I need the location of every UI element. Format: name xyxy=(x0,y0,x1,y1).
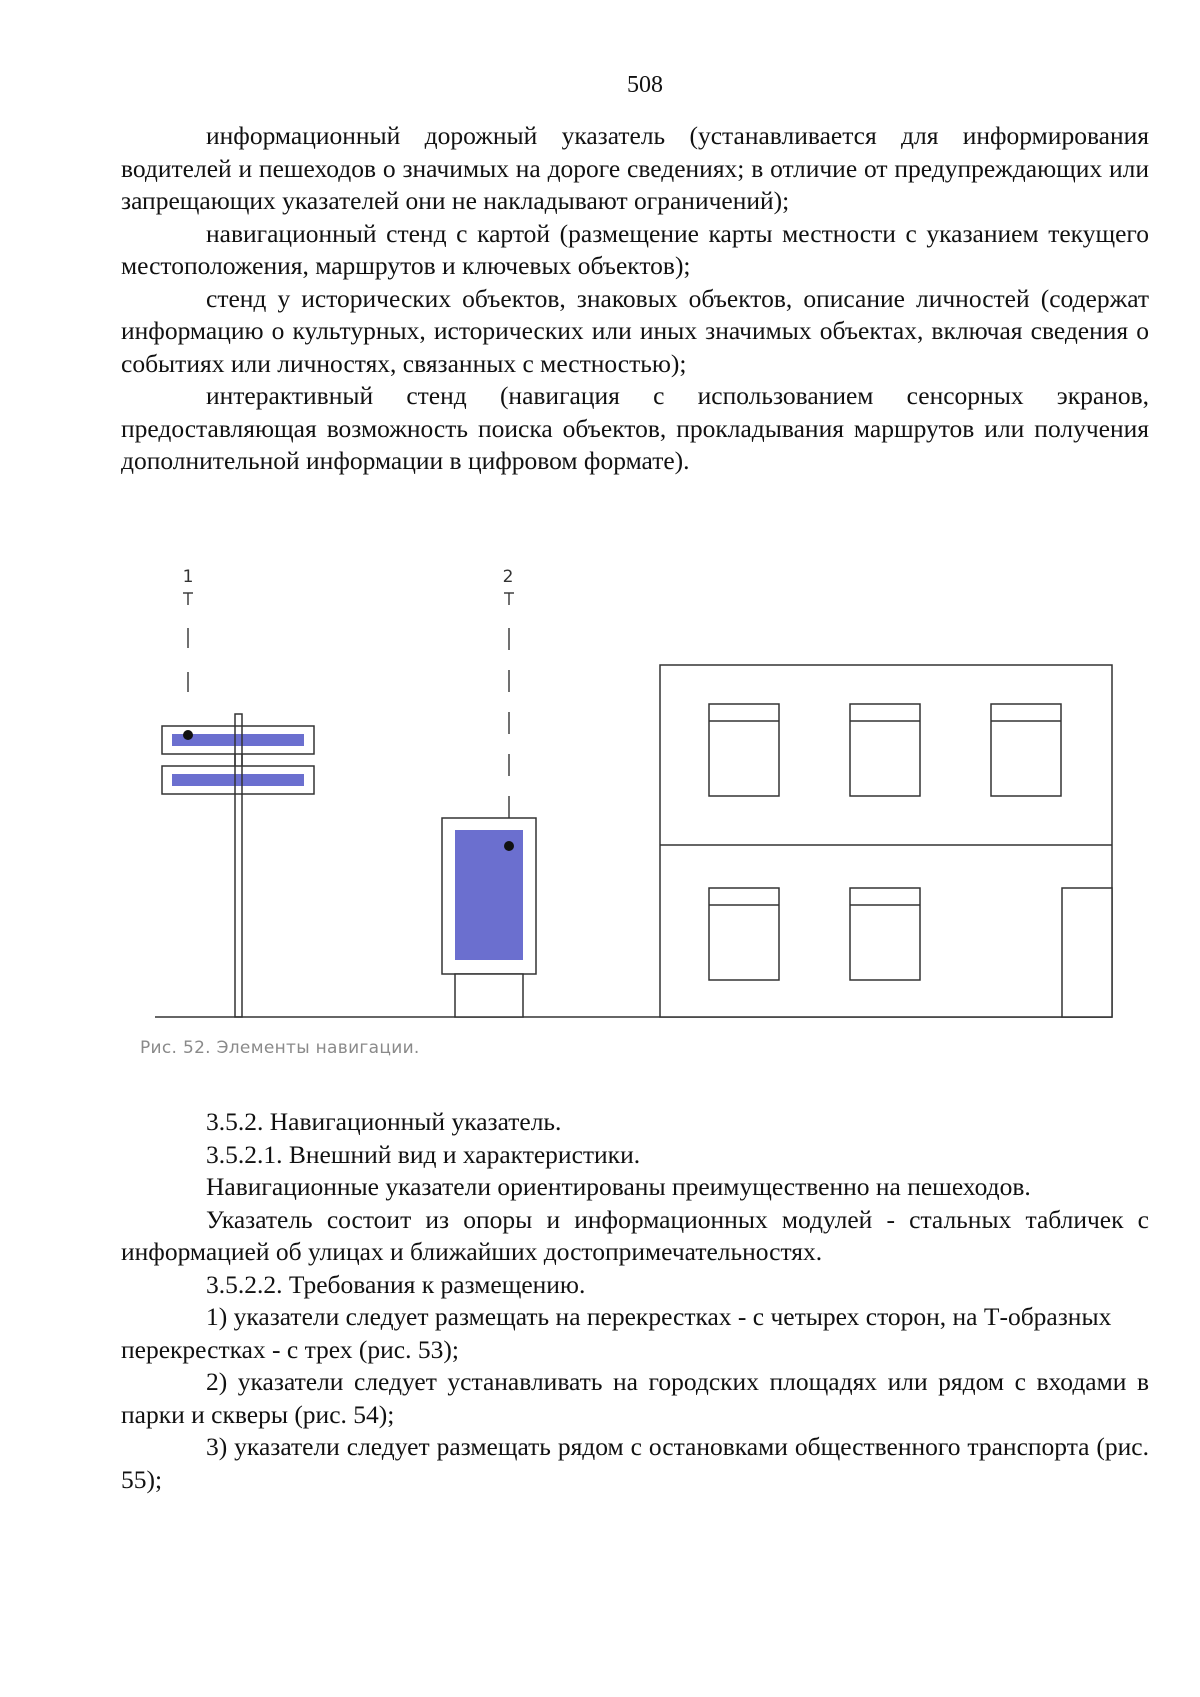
sign-plate-bottom-panel xyxy=(172,774,304,786)
paragraph-pedestrian-orientation: Навигационные указатели ориентированы преимущественно на пешеходов. xyxy=(206,1172,1031,1201)
leader-line-1 xyxy=(183,593,193,692)
paragraph-interactive-stand: интерактивный стенд (навигация с использованием сенсорных экранов, предоставляющая возможность поиска объектов, прокладывания маршрутов или получения дополнительной информации в цифровом формате). xyxy=(121,381,1149,475)
leader-line-2 xyxy=(504,593,514,845)
requirement-item-1: 1) указатели следует размещать на перекрестках - с четырех сторон, на Т-образных перекрестках - с трех (рис. 53); xyxy=(121,1302,1112,1364)
navigation-drawing xyxy=(120,560,1130,1030)
paragraph-info-sign: информационный дорожный указатель (устанавливается для информирования водителей и пешеходов о значимых на дороге сведениях; в отличие от предупреждающих или запрещающих указателей они не накладывают ограничений); xyxy=(121,121,1149,215)
paragraph-historic-stand: стенд у исторических объектов, знаковых объектов, описание личностей (содержат информацию о культурных, исторических или иных значимых объектах, включая сведения о событиях или личностях, связанных с местностью); xyxy=(121,283,1149,378)
heading-3-5-2: 3.5.2. Навигационный указатель. xyxy=(206,1107,562,1136)
navigation-map-stand xyxy=(442,818,536,1017)
heading-3-5-2-2: 3.5.2.2. Требования к размещению. xyxy=(206,1269,586,1299)
window-lower-2 xyxy=(850,888,920,980)
window-upper-1 xyxy=(709,704,779,796)
stand-base xyxy=(455,974,523,1017)
paragraph-map-stand: навигационный стенд с картой (размещение карты местности с указанием текущего местоположения, маршрутов и ключевых объектов); xyxy=(121,218,1149,280)
directional-sign-post xyxy=(162,714,314,1017)
window-upper-3 xyxy=(991,704,1061,796)
building-door xyxy=(1062,888,1112,1017)
window-upper-2 xyxy=(850,704,920,796)
stand-map-panel xyxy=(455,830,523,960)
paragraph-sign-structure: Указатель состоит из опоры и информационных модулей - стальных табличек с информацией об улицах и ближайших достопримечательностях. xyxy=(121,1204,1149,1266)
intro-list xyxy=(121,120,1149,478)
navigation-elements-figure xyxy=(120,560,1130,1030)
page-number: 508 xyxy=(627,72,663,98)
marker-dot-2 xyxy=(504,841,514,851)
requirement-item-2: 2) указатели следует устанавливать на городских площадях или рядом с входами в парки и скверы (рис. 54); xyxy=(121,1367,1149,1429)
marker-dot-1 xyxy=(183,730,193,740)
marker-label-2: 2 xyxy=(502,567,514,587)
section-3-5-2 xyxy=(121,1106,1149,1496)
building-facade xyxy=(660,665,1112,1017)
figure-caption: Рис. 52. Элементы навигации. xyxy=(140,1038,420,1058)
window-lower-1 xyxy=(709,888,779,980)
requirement-item-3: 3) указатели следует размещать рядом с остановками общественного транспорта (рис. 55); xyxy=(121,1432,1149,1494)
sign-pole xyxy=(235,714,242,1017)
heading-3-5-2-1: 3.5.2.1. Внешний вид и характеристики. xyxy=(206,1139,641,1169)
marker-label-1: 1 xyxy=(182,567,194,587)
